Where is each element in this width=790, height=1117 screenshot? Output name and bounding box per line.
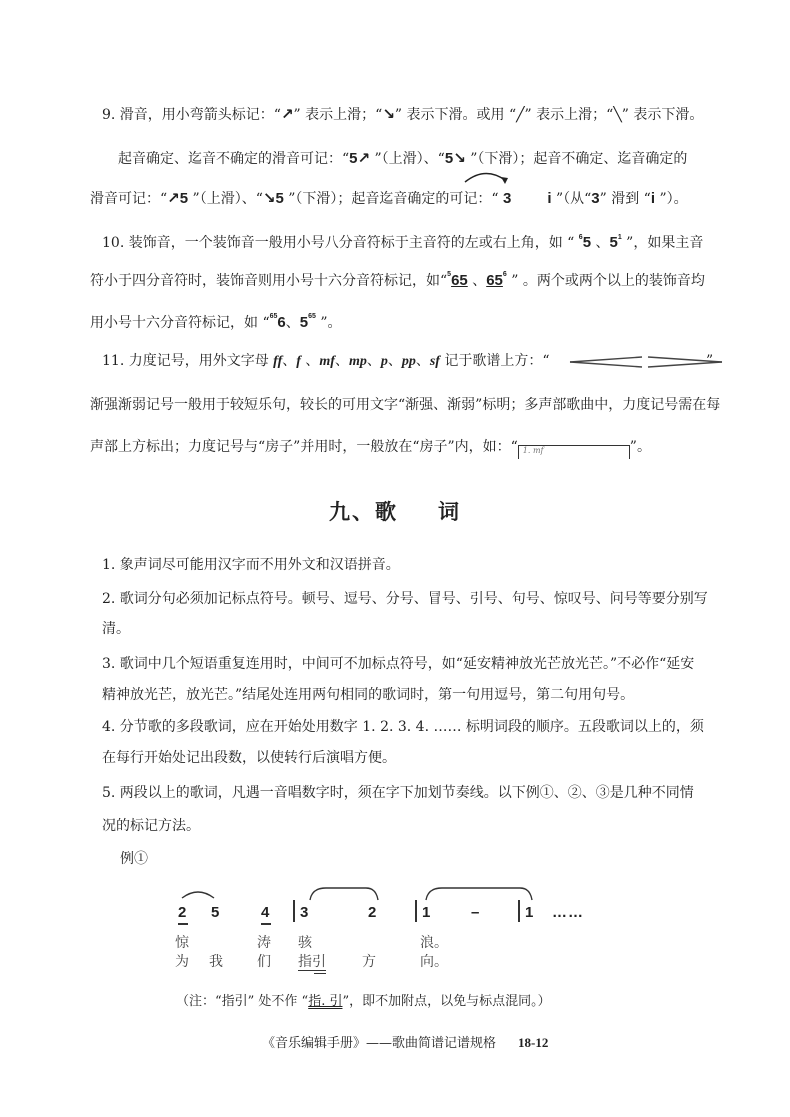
text: 起音确定、迄音不确定的滑音可记：“: [118, 151, 350, 167]
text: ”（上滑）、“: [188, 191, 263, 207]
text: 、: [282, 353, 297, 369]
lyric: 浪。: [420, 935, 448, 951]
glide-down-icon: ↘: [382, 106, 395, 123]
lyrics-item-2: 2. 歌词分句必须加记标点符号。顿号、逗号、分号、冒号、引号、句号、惊叹号、问号等要分别写: [102, 591, 708, 607]
barline: [415, 900, 417, 922]
dynamic-mark: mf: [319, 354, 335, 369]
glide-up-icon: ↗: [357, 150, 371, 167]
note: 3: [591, 190, 600, 207]
grace-note: 6: [578, 234, 583, 241]
dynamic-mark: mp: [348, 354, 367, 369]
note: 5: [275, 190, 284, 207]
text: 9. 滑音，用小弯箭头标记：“: [102, 107, 281, 123]
item-9-line-1: [102, 106, 703, 124]
text: ”）。: [655, 191, 688, 207]
text: ”（上滑）、“: [370, 151, 445, 167]
lyrics-item-4: 4. 分节歌的多段歌词，应在开始处用数字 1. 2. 3. 4. …… 标明词段的顺序。五段歌词以上的，须: [102, 719, 704, 735]
note: 2: [368, 904, 377, 921]
lyric-underline: [314, 973, 326, 974]
note: 1: [525, 904, 534, 921]
glide-up-icon: ↗: [167, 190, 180, 207]
text: 、: [366, 353, 381, 369]
note: 3: [300, 904, 309, 921]
text: 、: [387, 353, 402, 369]
lyric: 方: [362, 954, 376, 970]
lyrics-item-3: 3. 歌词中几个短语重复连用时，中间可不加标点符号，如“延安精神放光芒放光芒。”不必作“延安: [102, 656, 695, 672]
text: ”（下滑）；起音不确定、迄音确定的: [465, 151, 688, 167]
lyrics-item-4-cont: 在每行开始处记出段数，以使转行后演唱方便。: [102, 750, 396, 766]
note: 6: [277, 314, 286, 331]
lyric: 指引: [298, 954, 326, 970]
text: 、: [415, 353, 430, 369]
section-title: [0, 496, 790, 526]
note: 1: [422, 904, 431, 921]
title-part: 词: [438, 500, 461, 524]
book-title: 《音乐编辑手册》——歌曲简谱记谱规格: [262, 1036, 497, 1051]
item-10-line-3: [90, 314, 342, 335]
grace-note: 1: [617, 234, 622, 241]
item-11-line-2: 渐强渐弱记号一般用于较短乐句，较长的可用文字“渐强、渐弱”标明；多声部歌曲中，力度记号需在每: [90, 397, 721, 413]
note-group: 65: [451, 272, 468, 289]
slash-up-icon: ╱: [516, 107, 525, 123]
text: ”，即不加附点，以免与标点混同。）: [342, 994, 551, 1009]
page-number: 18-12: [518, 1035, 549, 1050]
text: 、: [300, 353, 320, 369]
dynamic-mark: p: [380, 354, 388, 369]
note: 5: [179, 190, 189, 207]
lyric: 骇: [298, 935, 312, 951]
note: 3: [503, 190, 512, 207]
lyrics-item-5: 5. 两段以上的歌词，凡遇一音唱数字时，须在字下加划节奏线。以下例①、②、③是几种不同情: [102, 785, 694, 801]
lyrics-item-2-cont: 清。: [102, 621, 130, 637]
text: ”（从“: [551, 191, 592, 207]
quote-close: ”: [706, 353, 714, 369]
text: 用小号十六分音符标记，如 “: [90, 315, 270, 331]
dynamic-mark: f: [296, 354, 301, 369]
note: 5: [582, 234, 592, 251]
text: （注：“指引” 处不作 “: [176, 994, 309, 1009]
lyric: 向。: [420, 954, 448, 970]
rhythm-underline: [178, 923, 188, 925]
ellipsis: ……: [552, 904, 584, 921]
glide-arc-icon: [460, 168, 520, 186]
dynamic-mark: pp: [401, 354, 416, 369]
item-11-line-3: [90, 438, 651, 459]
text: ” 。两个或两个以上的装饰音均: [506, 273, 705, 289]
volta-bracket: 1. mf: [518, 445, 630, 459]
lyrics-item-1: 1. 象声词尽可能用汉字而不用外文和汉语拼音。: [102, 557, 400, 573]
grace-note: 5: [447, 271, 452, 278]
note: 5: [299, 314, 309, 331]
text: ” 滑到 “: [599, 191, 651, 207]
lyrics-item-3-cont: 精神放光芒，放光芒。”结尾处连用两句相同的歌词时，第一句用逗号，第二句用句号。: [102, 687, 635, 703]
item-10-line-1: [102, 234, 703, 255]
note: 5: [349, 150, 358, 167]
item-10-line-2: [90, 272, 705, 293]
text: 符小于四分音符时，装饰音则用小号十六分音符标记，如“: [90, 273, 448, 289]
dynamic-mark: sf: [429, 354, 440, 369]
lyric: 我: [209, 954, 223, 970]
lyric-underline: [298, 970, 326, 971]
lyric: 为: [175, 954, 189, 970]
glide-down-icon: ↘: [453, 150, 466, 167]
text: 、: [591, 235, 610, 251]
text: 11. 力度记号，用外文字母: [102, 353, 274, 369]
lyric: 惊: [175, 935, 189, 951]
slash-down-icon: ╲: [613, 107, 622, 123]
note: 5: [609, 234, 618, 251]
lyric: 们: [257, 954, 271, 970]
note-high: i: [650, 190, 656, 207]
note-group: 65: [486, 272, 503, 289]
dynamic-mark: ff: [273, 354, 283, 369]
note: 4: [261, 904, 270, 921]
text: 、: [334, 353, 349, 369]
barline: [293, 900, 295, 922]
text: 声部上方标出；力度记号与“房子”并用时，一般放在“房子”内，如：“: [90, 439, 518, 455]
page-footer: [262, 1032, 548, 1051]
lyric: 涛: [257, 935, 271, 951]
note: 5: [444, 150, 454, 167]
footnote: [176, 993, 551, 1011]
glide-up-icon: ↗: [280, 106, 294, 123]
grace-note: 65: [308, 313, 316, 320]
glide-down-icon: ↘: [262, 190, 276, 207]
example-label: 例①: [120, 851, 148, 867]
note: 5: [211, 904, 220, 921]
text: ” 表示上滑；“: [524, 107, 614, 123]
text: 记于歌谱上方：“: [439, 353, 550, 369]
text: ”（下滑）；起音迄音确定的可记：“: [283, 191, 503, 207]
text: ” 表示下滑。或用 “: [394, 107, 517, 123]
dash: –: [471, 904, 480, 921]
title-part: 九、歌: [329, 500, 398, 524]
text: ”。: [629, 439, 651, 455]
rhythm-underline: [261, 923, 271, 925]
lyrics-item-5-cont: 况的标记方法。: [102, 818, 200, 834]
underlined-example: 指. 引: [308, 994, 343, 1009]
text: 、: [285, 315, 300, 331]
grace-note: 65: [269, 313, 278, 320]
slurs: [170, 884, 590, 904]
text: ” 表示上滑；“: [293, 107, 383, 123]
text: ” 表示下滑。: [621, 107, 704, 123]
item-9-line-2: [118, 150, 687, 168]
text: 10. 装饰音，一个装饰音一般用小号八分音符标于主音符的左或右上角，如 “: [102, 235, 579, 251]
text: ”，如果主音: [621, 235, 704, 251]
grace-note: 6: [502, 271, 507, 278]
text: ”。: [315, 315, 342, 331]
text: 滑音可记：“: [90, 191, 168, 207]
note: 2: [178, 904, 187, 921]
item-9-line-3: [90, 190, 688, 208]
barline: [518, 900, 520, 922]
item-11-line-1: [102, 352, 550, 371]
text: 、: [467, 273, 487, 289]
note-high: i: [547, 190, 552, 207]
